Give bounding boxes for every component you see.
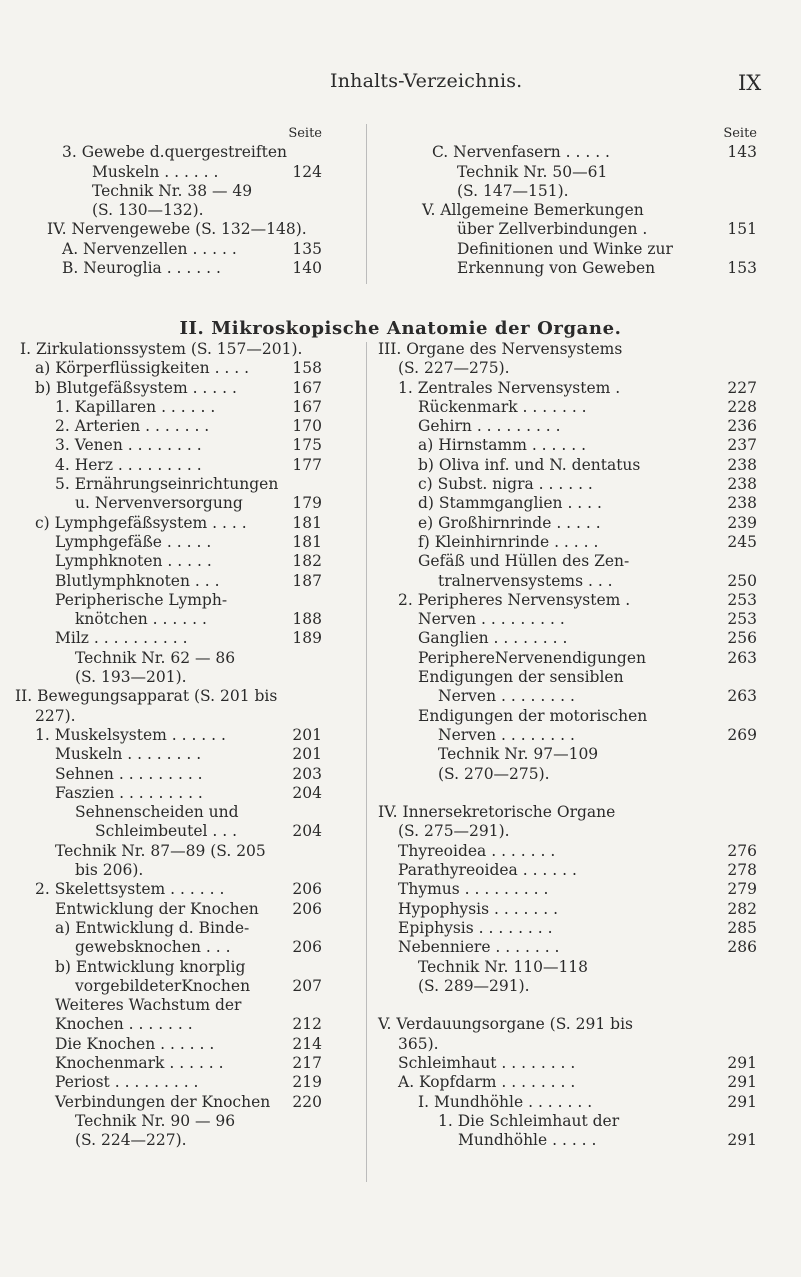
toc-entry (432, 220, 757, 239)
toc-entry (378, 1112, 757, 1131)
toc-entry (378, 668, 757, 687)
toc-page-number: 206 (292, 880, 322, 899)
toc-page-number: 227 (727, 378, 757, 397)
toc-page-number: 238 (727, 475, 757, 494)
toc-entry (378, 938, 757, 957)
toc-entry (378, 726, 757, 745)
toc-entry (62, 259, 322, 278)
toc-entry (20, 629, 322, 648)
toc-page-number: 167 (292, 397, 322, 416)
toc-page-number: 181 (292, 513, 322, 532)
toc-entry-text: Lymphgefäße . . . . . (55, 532, 212, 551)
toc-entry-text: Thymus . . . . . . . . . (398, 880, 549, 899)
toc-page-number: 214 (292, 1034, 322, 1053)
toc-page-number: 188 (292, 610, 322, 629)
toc-entry (62, 182, 322, 201)
toc-entry-text: V. Verdauungsorgane (S. 291 bis (378, 1015, 633, 1034)
toc-entry-text: Parathyreoidea . . . . . . (398, 861, 577, 880)
toc-entry-text: Rückenmark . . . . . . . (418, 397, 587, 416)
toc-entry (20, 938, 322, 957)
toc-entry-text: c) Lymphgefäßsystem . . . . (35, 513, 247, 532)
toc-entry-text: bis 206). (75, 861, 144, 880)
toc-entry-text: a) Hirnstamm . . . . . . (418, 436, 587, 455)
toc-entry (20, 707, 322, 726)
toc-entry (432, 182, 757, 201)
toc-entry-text: (S. 289—291). (418, 976, 530, 995)
toc-page-number: 217 (292, 1053, 322, 1072)
toc-entry-text: (S. 130—132). (92, 201, 204, 220)
toc-page-number: 219 (292, 1073, 322, 1092)
toc-page-number: 253 (727, 590, 757, 609)
toc-top-left-column (47, 124, 322, 278)
toc-entry (432, 240, 757, 259)
toc-entry (20, 1073, 322, 1092)
toc-entry-text: Periost . . . . . . . . . (55, 1073, 199, 1092)
toc-entry-text: Weiteres Wachstum der (55, 996, 242, 1015)
toc-page-number: 135 (292, 239, 322, 258)
toc-entry (378, 572, 757, 591)
toc-entry (378, 629, 757, 648)
toc-entry (20, 861, 322, 880)
toc-entry-text: Schleimbeutel . . . (95, 822, 238, 841)
toc-entry (378, 880, 757, 899)
toc-entry (378, 977, 757, 996)
toc-entry-text: e) Großhirnrinde . . . . . (418, 513, 601, 532)
toc-entry (20, 1054, 322, 1073)
toc-page-number: 143 (727, 143, 757, 162)
toc-entry-text: Lymphknoten . . . . . (55, 552, 212, 571)
toc-entry-text: b) Oliva inf. und N. dentatus (418, 455, 641, 474)
toc-entry (20, 822, 322, 841)
toc-entry-text: f) Kleinhirnrinde . . . . . (418, 532, 599, 551)
toc-entry-text: Blutlymphknoten . . . (55, 571, 220, 590)
toc-page-number: 291 (727, 1092, 757, 1111)
toc-entry-text: vorgebildeterKnochen (75, 976, 251, 995)
toc-entry-text: Nebenniere . . . . . . . (398, 938, 560, 957)
toc-entry-text: PeriphereNervenendigungen (418, 648, 646, 667)
toc-entry (20, 494, 322, 513)
toc-page-number: 182 (292, 552, 322, 571)
toc-entry (20, 591, 322, 610)
toc-entry-text: 3. Venen . . . . . . . . (55, 436, 202, 455)
toc-entry-text: A. Kopfdarm . . . . . . . . (398, 1073, 576, 1092)
column-divider-top (366, 124, 367, 284)
toc-entry-text: gewebsknochen . . . (75, 938, 231, 957)
toc-entry-text: Mundhöhle . . . . . (458, 1131, 597, 1150)
toc-entry-text: C. Nervenfasern . . . . . (432, 143, 610, 162)
toc-left-column (15, 340, 322, 1150)
toc-entry (20, 668, 322, 687)
toc-entry-text: Definitionen und Winke zur (457, 239, 673, 258)
toc-entry (422, 201, 757, 220)
toc-entry (378, 996, 757, 1015)
toc-entry (20, 1035, 322, 1054)
toc-entry (378, 745, 757, 764)
toc-entry-text: A. Nervenzellen . . . . . (62, 239, 237, 258)
toc-entry-text: III. Organe des Nervensystems (378, 340, 623, 358)
toc-page-number: 153 (727, 259, 757, 278)
toc-entry (20, 996, 322, 1015)
toc-entry-text: Ganglien . . . . . . . . (418, 629, 568, 648)
toc-page-number: 263 (727, 687, 757, 706)
toc-entry-text: 227). (35, 706, 76, 725)
toc-entry-text: 2. Peripheres Nervensystem . (398, 590, 631, 609)
toc-page-number: 179 (292, 494, 322, 513)
toc-entry (20, 610, 322, 629)
toc-entry (378, 591, 757, 610)
toc-page-number: 187 (292, 571, 322, 590)
toc-entry-text: Endigungen der motorischen (418, 706, 648, 725)
toc-page-number: 253 (727, 610, 757, 629)
toc-entry-text: Technik Nr. 62 — 86 (75, 648, 236, 667)
toc-entry (378, 842, 757, 861)
toc-entry (20, 1093, 322, 1112)
toc-entry (378, 379, 757, 398)
toc-entry (378, 398, 757, 417)
page-number: IX (738, 71, 762, 95)
toc-page-number: 291 (727, 1073, 757, 1092)
toc-entry (378, 533, 757, 552)
toc-page-number: 181 (292, 532, 322, 551)
toc-page-number: 278 (727, 861, 757, 880)
toc-page-number: 286 (727, 938, 757, 957)
toc-entry (20, 552, 322, 571)
toc-right-column (378, 340, 757, 1150)
toc-entry-text: I. Mundhöhle . . . . . . . (418, 1092, 593, 1111)
toc-entry (378, 765, 757, 784)
toc-entry-text: a) Körperflüssigkeiten . . . . (35, 359, 250, 378)
toc-entry-text: (S. 227—275). (398, 359, 510, 378)
toc-entry-text: über Zellverbindungen . (457, 220, 648, 239)
toc-entry-text: Technik Nr. 38 — 49 (92, 181, 253, 200)
toc-page-number: 204 (292, 783, 322, 802)
toc-page-number: 206 (292, 938, 322, 957)
toc-entry-text: Technik Nr. 87—89 (S. 205 (55, 841, 266, 860)
toc-entry (62, 124, 322, 143)
toc-entry (62, 163, 322, 182)
toc-page-number: 201 (292, 725, 322, 744)
toc-entry (62, 201, 322, 220)
toc-entry-text: Knochen . . . . . . . (55, 1015, 193, 1034)
toc-entry-text: Technik Nr. 110—118 (418, 957, 589, 976)
toc-entry (20, 745, 322, 764)
running-head (0, 70, 801, 100)
toc-entry-text: 1. Kapillaren . . . . . . (55, 397, 216, 416)
toc-page-number: 282 (727, 899, 757, 918)
toc-entry (378, 803, 757, 822)
toc-page-number: 250 (727, 571, 757, 590)
toc-entry (20, 398, 322, 417)
toc-entry (20, 417, 322, 436)
toc-page-number: 239 (727, 513, 757, 532)
toc-page-number: 204 (292, 822, 322, 841)
toc-entry-text: b) Entwicklung knorplig (55, 957, 246, 976)
toc-entry (378, 359, 757, 378)
toc-entry (378, 1035, 757, 1054)
toc-entry-text: Hypophysis . . . . . . . (398, 899, 559, 918)
toc-entry (378, 861, 757, 880)
toc-entry-text: d) Stammganglien . . . . (418, 494, 602, 513)
toc-entry-text: Gehirn . . . . . . . . . (418, 417, 561, 436)
toc-entry-text: 2. Arterien . . . . . . . (55, 417, 210, 436)
toc-entry (432, 163, 757, 182)
toc-entry-text: I. Zirkulationssystem (S. 157—201). (20, 340, 303, 358)
toc-page-number: 291 (727, 1053, 757, 1072)
toc-entry (378, 1131, 757, 1150)
toc-entry (378, 475, 757, 494)
toc-entry-text: Nerven . . . . . . . . . (418, 610, 565, 629)
toc-entry (432, 124, 757, 143)
toc-entry (20, 533, 322, 552)
toc-entry-text: b) Blutgefäßsystem . . . . . (35, 378, 237, 397)
section-title: II. Mikroskopische Anatomie der Organe. (179, 318, 622, 339)
toc-entry (378, 707, 757, 726)
toc-page-number: 170 (292, 417, 322, 436)
toc-entry-text: IV. Nervengewebe (S. 132—148). (47, 220, 307, 239)
toc-entry (20, 475, 322, 494)
toc-entry (62, 240, 322, 259)
toc-entry (20, 514, 322, 533)
toc-entry (20, 842, 322, 861)
toc-entry-text: Muskeln . . . . . . . . (55, 745, 202, 764)
toc-page-number: 124 (292, 162, 322, 181)
toc-entry (47, 220, 322, 239)
toc-entry (20, 456, 322, 475)
toc-entry-text: IV. Innersekretorische Organe (378, 803, 616, 822)
toc-entry-text: Verbindungen der Knochen (55, 1092, 271, 1111)
toc-entry (20, 340, 322, 359)
toc-entry (20, 649, 322, 668)
toc-page-number: 279 (727, 880, 757, 899)
toc-entry (20, 919, 322, 938)
toc-entry (20, 765, 322, 784)
toc-entry-text: Peripherische Lymph- (55, 590, 228, 609)
toc-entry-text: 1. Die Schleimhaut der (438, 1111, 620, 1130)
toc-entry (20, 379, 322, 398)
toc-entry-text: 4. Herz . . . . . . . . . (55, 455, 202, 474)
toc-page-number: 276 (727, 841, 757, 860)
toc-entry-text: Knochenmark . . . . . . (55, 1053, 224, 1072)
toc-entry-text: tralnervensystems . . . (438, 571, 613, 590)
toc-entry (15, 687, 322, 706)
toc-page-number: 236 (727, 417, 757, 436)
toc-entry (20, 977, 322, 996)
toc-entry (378, 958, 757, 977)
toc-entry-text: Die Knochen . . . . . . (55, 1034, 215, 1053)
toc-entry (432, 143, 757, 162)
toc-entry-text: knötchen . . . . . . (75, 610, 207, 629)
toc-entry-text: (S. 275—291). (398, 822, 510, 841)
toc-entry (20, 1112, 322, 1131)
toc-entry (62, 143, 322, 162)
toc-page-number: 167 (292, 378, 322, 397)
toc-entry-text: Gefäß und Hüllen des Zen- (418, 552, 630, 571)
toc-entry-text: u. Nervenversorgung (75, 494, 243, 513)
toc-page-number: 285 (727, 918, 757, 937)
toc-entry (432, 259, 757, 278)
toc-entry-text: Technik Nr. 97—109 (438, 745, 599, 764)
toc-entry (378, 919, 757, 938)
toc-page-number: 238 (727, 494, 757, 513)
seite-label: Seite (723, 126, 757, 141)
toc-entry-text: Entwicklung der Knochen (55, 899, 259, 918)
toc-page-number: 140 (292, 259, 322, 278)
toc-entry (20, 900, 322, 919)
toc-entry (378, 456, 757, 475)
toc-page-number: 256 (727, 629, 757, 648)
toc-page-number: 228 (727, 397, 757, 416)
toc-entry-text: Endigungen der sensiblen (418, 668, 624, 687)
toc-page-number: 263 (727, 648, 757, 667)
column-divider-main (366, 342, 367, 1182)
toc-entry (20, 359, 322, 378)
toc-entry-text: Erkennung von Geweben (457, 259, 656, 278)
toc-entry-text: 1. Muskelsystem . . . . . . (35, 725, 226, 744)
toc-entry (378, 1054, 757, 1073)
toc-page-number: 207 (292, 976, 322, 995)
toc-entry-text: 365). (398, 1034, 439, 1053)
toc-page-number: 203 (292, 764, 322, 783)
toc-entry-text: 3. Gewebe d.quergestreiften (62, 143, 288, 162)
toc-entry (20, 880, 322, 899)
toc-entry (378, 900, 757, 919)
toc-entry (378, 436, 757, 455)
toc-entry-text: Sehnenscheiden und (75, 803, 239, 822)
toc-page-number: 212 (292, 1015, 322, 1034)
toc-entry-text: 5. Ernährungseinrichtungen (55, 475, 279, 494)
toc-entry (378, 687, 757, 706)
toc-entry-text: V. Allgemeine Bemerkungen (422, 201, 644, 220)
toc-entry (20, 726, 322, 745)
toc-entry-text: Technik Nr. 90 — 96 (75, 1111, 236, 1130)
toc-entry-text: Muskeln . . . . . . (92, 162, 219, 181)
toc-entry-text: Thyreoidea . . . . . . . (398, 841, 556, 860)
toc-entry (20, 958, 322, 977)
toc-entry-text: Epiphysis . . . . . . . . (398, 918, 553, 937)
toc-page-number: 206 (292, 899, 322, 918)
toc-entry-text: Technik Nr. 50—61 (457, 162, 608, 181)
toc-entry (378, 340, 757, 359)
toc-entry-text: (S. 193—201). (75, 668, 187, 687)
toc-entry-text: (S. 224—227). (75, 1131, 187, 1150)
toc-entry-text: Milz . . . . . . . . . . (55, 629, 188, 648)
toc-entry (378, 649, 757, 668)
toc-page-number: 238 (727, 455, 757, 474)
toc-entry-text: B. Neuroglia . . . . . . (62, 259, 221, 278)
toc-page-number: 245 (727, 532, 757, 551)
toc-entry (20, 436, 322, 455)
toc-entry (20, 1131, 322, 1150)
toc-entry-text: a) Entwicklung d. Binde- (55, 918, 250, 937)
toc-page-number: 269 (727, 725, 757, 744)
toc-entry (378, 784, 757, 803)
page-header-title: Inhalts-Verzeichnis. (330, 70, 523, 92)
toc-entry-text: 1. Zentrales Nervensystem . (398, 378, 621, 397)
toc-entry (20, 1015, 322, 1034)
toc-entry (378, 610, 757, 629)
toc-entry (378, 1073, 757, 1092)
toc-entry (378, 552, 757, 571)
toc-entry (20, 803, 322, 822)
toc-entry-text: Nerven . . . . . . . . (438, 687, 575, 706)
toc-entry-text: 2. Skelettsystem . . . . . . (35, 880, 225, 899)
toc-entry (378, 514, 757, 533)
toc-entry-text: (S. 270—275). (438, 764, 550, 783)
toc-page-number: 158 (292, 359, 322, 378)
toc-entry-text: Schleimhaut . . . . . . . . (398, 1053, 576, 1072)
toc-entry (378, 1093, 757, 1112)
toc-page-number: 175 (292, 436, 322, 455)
toc-entry-text: Faszien . . . . . . . . . (55, 783, 203, 802)
toc-page-number: 291 (727, 1131, 757, 1150)
toc-page-number: 237 (727, 436, 757, 455)
toc-page-number: 189 (292, 629, 322, 648)
toc-entry-text: Sehnen . . . . . . . . . (55, 764, 203, 783)
toc-entry (378, 417, 757, 436)
toc-entry (378, 494, 757, 513)
toc-entry-text: c) Subst. nigra . . . . . . (418, 475, 593, 494)
toc-entry (378, 1015, 757, 1034)
toc-page-number: 151 (727, 220, 757, 239)
toc-page-number: 177 (292, 455, 322, 474)
toc-entry (20, 572, 322, 591)
toc-entry (378, 822, 757, 841)
toc-entry (20, 784, 322, 803)
toc-top-right-column (422, 124, 757, 278)
toc-entry-text: Nerven . . . . . . . . (438, 725, 575, 744)
seite-label: Seite (288, 126, 322, 141)
toc-entry-text: II. Bewegungsapparat (S. 201 bis (15, 687, 278, 706)
toc-page-number: 220 (292, 1092, 322, 1111)
toc-entry-text: (S. 147—151). (457, 181, 569, 200)
toc-page-number: 201 (292, 745, 322, 764)
